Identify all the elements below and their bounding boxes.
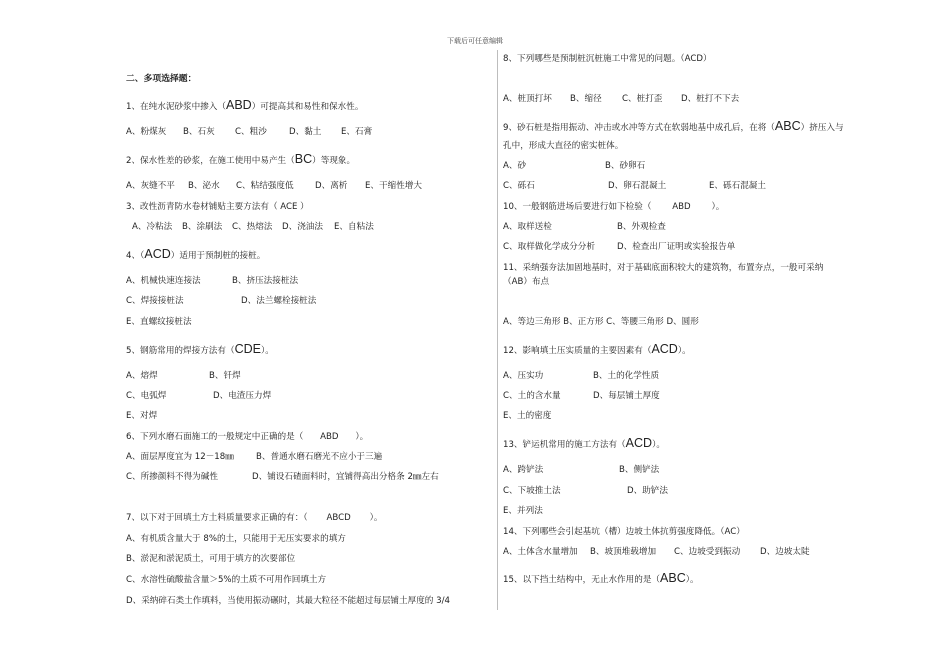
q7-option-c: C、水溶性硫酸盐含量＞5%的土质不可用作回填土方 (126, 575, 327, 585)
option: B、坡顶堆载增加 (590, 547, 657, 557)
option: D、桩打不下去 (681, 94, 740, 104)
option: D、黏土 (289, 127, 322, 137)
option: A、冷粘法 (132, 222, 173, 232)
option: C、电弧焊 (126, 391, 167, 401)
question-text: 4、（ (126, 251, 145, 261)
q11-continued: （AB）布点 (503, 277, 550, 287)
option: B、钎焊 (209, 371, 241, 381)
option: D、铺设石碴面料时，宜铺得高出分格条 2㎜左右 (252, 472, 439, 482)
q2-options (126, 181, 422, 192)
question-text: ）等现象。 (312, 156, 356, 166)
option: B、侧铲法 (619, 465, 660, 475)
question-text: ）。 (685, 575, 699, 585)
question-6 (126, 432, 368, 443)
option: A、砂 (503, 161, 527, 171)
option: E、砾石混凝土 (709, 181, 766, 191)
question-12 (503, 344, 691, 357)
question-text: 13、铲运机常用的施工方法有（ (503, 440, 626, 450)
answer: ABC (774, 119, 801, 133)
q6-options-row2 (126, 472, 439, 483)
option: B、石灰 (183, 127, 215, 137)
question-text: ）。 (652, 440, 665, 450)
answer: ABC (660, 571, 686, 585)
q9-options-row1 (503, 161, 645, 172)
option: D、电渣压力焊 (213, 391, 272, 401)
option: A、机械快速连接法 (126, 276, 201, 286)
question-11: 11、采纳强夯法加固地基时，对于基础底面积较大的建筑物，布置夯点，一般可采纳 (503, 263, 824, 273)
question-text: 5、钢筋常用的焊接方法有（ (126, 346, 235, 356)
question-text: ）挤压入与 (800, 123, 844, 133)
option: D、每层铺土厚度 (593, 391, 660, 401)
q4-option-e: E、直螺纹接桩法 (126, 317, 192, 327)
q6-options-row1 (126, 452, 382, 463)
option: A、跨铲法 (503, 465, 544, 475)
question-13 (503, 438, 665, 451)
q13-options-row1 (503, 465, 659, 476)
q9-continued: 孔中，形成大直径的密实桩体。 (503, 141, 624, 151)
question-1 (126, 100, 363, 113)
q13-option-e: E、并列法 (503, 506, 543, 516)
q10-options-row2 (503, 242, 735, 253)
question-3: 3、改性沥青防水卷材铺贴主要方法有（ ACE ） (126, 202, 309, 212)
option: C、所掺颜料不得为碱性 (126, 472, 218, 482)
option: B、土的化学性质 (593, 371, 660, 381)
option: A、桩顶打坏 (503, 94, 552, 104)
question-text: ）适用于预制桩的接桩。 (170, 251, 266, 261)
answer: ACD (651, 342, 678, 356)
question-14: 14、下列哪些会引起基坑（槽）边坡土体抗剪强度降低。（AC） (503, 527, 745, 537)
option: B、砂卵石 (605, 161, 646, 171)
q8-options (503, 94, 739, 105)
q1-options (126, 127, 372, 138)
q7-option-b: B、淤泥和淤泥质土，可用于填方的次要部位 (126, 554, 296, 564)
question-5 (126, 344, 274, 357)
option: A、熔焊 (126, 371, 158, 381)
option: A、灰缝不平 (126, 181, 175, 191)
option: C、粗沙 (235, 127, 267, 137)
section-title: 二、多项选择题： (126, 74, 197, 84)
question-9 (503, 121, 844, 134)
column-divider (497, 50, 498, 610)
question-15 (503, 573, 699, 586)
option: D、浇油法 (282, 222, 323, 232)
q3-options (132, 222, 374, 233)
question-text: ）。 (677, 346, 691, 356)
option: C、焊接接桩法 (126, 296, 184, 306)
option: C、边坡受到振动 (674, 547, 741, 557)
option: A、压实功 (503, 371, 544, 381)
q10-options-row1 (503, 222, 666, 233)
option: C、土的含水量 (503, 391, 561, 401)
q12-option-e: E、土的密度 (503, 411, 552, 421)
question-10 (503, 202, 724, 213)
question-text: 6、下列水磨石面施工的一般规定中正确的是（ (126, 432, 304, 442)
question-text: 2、保水性差的砂浆，在施工使用中易产生（ (126, 156, 295, 166)
q14-options (503, 547, 810, 558)
answer: ABD (320, 432, 339, 442)
option: A、土体含水量增加 (503, 547, 578, 557)
option: A、取样送检 (503, 222, 552, 232)
option: C、粘结强度低 (236, 181, 294, 191)
question-text: ）。 (369, 513, 383, 523)
question-text: ）可提高其和易性和保水性。 (251, 102, 364, 112)
option: E、自粘法 (334, 222, 374, 232)
question-text: 10、一般钢筋进场后要进行如下检验（ (503, 202, 652, 212)
answer: BC (294, 152, 313, 166)
option: E、干缩性增大 (365, 181, 422, 191)
option: C、下坡推土法 (503, 486, 561, 496)
option: C、桩打歪 (622, 94, 663, 104)
option: D、检查出厂证明或实验报告单 (617, 242, 736, 252)
option: D、法兰螺栓接桩法 (241, 296, 317, 306)
question-4 (126, 249, 265, 262)
question-text: ）。 (355, 432, 369, 442)
question-text: 12、影响填土压实质量的主要因素有（ (503, 346, 652, 356)
q5-option-e: E、对焊 (126, 411, 158, 421)
answer: ABCD (326, 513, 351, 523)
question-text: ）。 (261, 346, 274, 356)
q7-option-a: A、有机质含量大于 8%的土，只能用于无压实要求的填方 (126, 534, 346, 544)
q9-options-row2 (503, 181, 766, 192)
option: D、卵石混凝土 (608, 181, 667, 191)
option: E、石膏 (341, 127, 373, 137)
option: B、普通水磨石磨光不应小于三遍 (256, 452, 383, 462)
option: A、面层厚度宜为 12－18㎜ (126, 452, 234, 462)
option: D、离析 (315, 181, 348, 191)
q13-options-row2 (503, 486, 668, 497)
option: C、取样做化学成分分析 (503, 242, 595, 252)
q5-options-row1 (126, 371, 241, 382)
answer: ABD (226, 98, 252, 112)
question-7 (126, 513, 383, 524)
option: B、外观检查 (617, 222, 666, 232)
q12-options-row1 (503, 371, 659, 382)
option: C、热熔法 (232, 222, 273, 232)
option: B、缩径 (570, 94, 602, 104)
answer: ACD (625, 436, 653, 450)
option: B、挤压法接桩法 (232, 276, 299, 286)
option: D、助铲法 (627, 486, 668, 496)
question-text: 9、砂石桩是指用振动、冲击或水冲等方式在软弱地基中成孔后，在将（ (503, 123, 775, 133)
q7-option-d: D、采纳碎石类土作填料，当使用振动碾时，其最大粒径不能超过每层铺土厚度的 3/4 (126, 596, 450, 606)
option: A、粉煤灰 (126, 127, 167, 137)
question-text: ）。 (711, 202, 725, 212)
question-2 (126, 154, 355, 167)
question-text: 1、在纯水泥砂浆中掺入（ (126, 102, 226, 112)
q12-options-row2 (503, 391, 660, 402)
option: B、涂刷法 (182, 222, 223, 232)
answer: CDE (234, 342, 261, 356)
option: C、砾石 (503, 181, 535, 191)
question-8: 8、下列哪些是预制桩沉桩施工中常见的问题。（ACD） (503, 54, 712, 64)
question-text: 7、以下对于回填土方土料质量要求正确的有：（ (126, 513, 308, 523)
answer: ACD (144, 247, 171, 261)
q4-options-row2 (126, 296, 316, 307)
q4-options-row1 (126, 276, 298, 287)
answer: ABD (672, 202, 691, 212)
page-header: 下载后可任意编辑 (447, 37, 503, 45)
q11-options: A、等边三角形 B、正方形 C、等腰三角形 D、圆形 (503, 317, 699, 327)
question-text: 15、以下挡土结构中，无止水作用的是（ (503, 575, 661, 585)
option: B、泌水 (188, 181, 220, 191)
option: D、边坡太陡 (760, 547, 810, 557)
q5-options-row2 (126, 391, 271, 402)
